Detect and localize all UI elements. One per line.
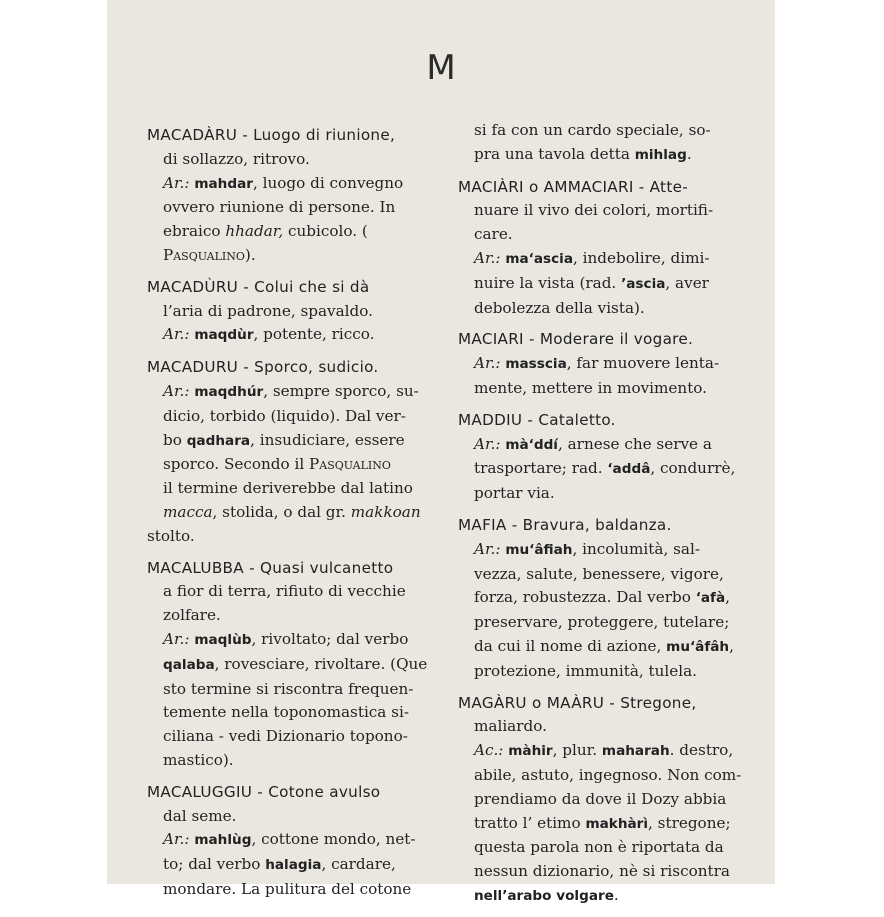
etymology-line: Ar.: maqlùb, rivoltato; dal verbo (163, 629, 409, 648)
text-line: debolezza della vista). (474, 298, 645, 317)
headword: MACALUGGIU - Cotone avulso (147, 782, 381, 801)
arabic-word: masscia (505, 356, 567, 373)
arabic-word: mahdar (194, 175, 253, 192)
text-line: preservare, proteggere, tutelare; (474, 613, 730, 632)
text-line: dicio, torbido (liquido). Dal ver- (163, 406, 406, 425)
abbrev-label: Ar.: (163, 173, 190, 192)
text-line: prendiamo da dove il Dozy abbia (474, 789, 727, 808)
definition-line: care. (474, 225, 513, 244)
entry-maddiu (458, 409, 754, 506)
arabic-word: ’ascia (621, 275, 666, 292)
definition-line: nuare il vivo dei colori, mortifi- (474, 201, 714, 220)
arabic-word: makhàrì (585, 815, 649, 832)
etymology-line: Ar.: mahdar, luogo di convegno (163, 173, 404, 192)
text-line: pra una tavola detta mihlag. (474, 144, 692, 163)
arabic-word: maqdhúr (194, 383, 264, 400)
headword: MACALUBBA - Quasi vulcanetto (147, 558, 394, 577)
arabic-word: qalaba (163, 656, 215, 673)
arabic-word: mahlùg (194, 832, 252, 849)
etymology-line: Ar.: maqdhúr, sempre sporco, su- (163, 381, 419, 400)
text-line: nessun dizionario, nè si riscontra (474, 862, 730, 881)
left-column (147, 124, 443, 910)
text-line: nell’arabo volgare. (474, 885, 619, 904)
definition-line: a fior di terra, rifiuto di vecchie (163, 582, 406, 601)
etymology-line: Ar.: ma‘ascia, indebolire, dimi- (474, 248, 710, 267)
author-name: Pasqualino (309, 455, 391, 474)
entry-macalubba (147, 557, 443, 773)
text-line: temente nella toponomastica si- (163, 703, 409, 722)
text-line: il termine deriverebbe dal latino (163, 479, 413, 498)
text-line: sto termine si riscontra frequen- (163, 679, 414, 698)
text-line: ebraico hhadar, cubicolo. ( (163, 222, 368, 241)
text-line: forza, robustezza. Dal verbo ‘afà, (474, 588, 730, 607)
entry-maciari-1 (458, 176, 754, 321)
headword: MAGÀRU o MAÀRU - Stregone, (458, 693, 697, 712)
right-column (458, 119, 754, 917)
text-line: ovvero riunione di persone. In (163, 198, 396, 217)
headword: MACADÀRU - Luogo di riunione, (147, 126, 396, 144)
text-line: Pasqualino). (163, 245, 256, 264)
definition-line: di sollazzo, ritrovo. (163, 149, 310, 168)
etymology-line: Ac.: màhir, plur. maharah. destro, (474, 741, 734, 760)
arabic-word: ma‘ascia (505, 250, 574, 267)
text-line: da cui il nome di azione, mu‘âfâh, (474, 636, 734, 655)
text-line: mente, mettere in movimento. (474, 378, 708, 397)
text-line: mondare. La pulitura del cotone (163, 879, 412, 898)
etymology-line: Ar.: mahlùg, cottone mondo, net- (163, 830, 416, 849)
text-line: mastico). (163, 750, 234, 769)
arabic-word: nell’arabo volgare (474, 887, 614, 904)
entry-macaluggiu (147, 781, 443, 902)
etymology-line: Ar.: mu‘âfiah, incolumità, sal- (474, 539, 700, 558)
text-line: bo qadhara, insudiciare, essere (163, 430, 405, 449)
definition-line: zolfare. (163, 606, 221, 625)
etymology-line: Ar.: mà‘ddí, arnese che serve a (474, 434, 712, 453)
headword: MACADÙRU - Colui che si dà (147, 277, 370, 296)
entry-mafia (458, 514, 754, 684)
arabic-word: maharah (601, 743, 670, 760)
etymology-line: Ar.: maqdùr, potente, ricco. (163, 325, 375, 344)
arabic-word: maqdùr (194, 327, 254, 344)
entry-macadaru (147, 124, 443, 268)
text-line: trasportare; rad. ‘addâ, condurrè, (474, 459, 736, 478)
section-letter: M (426, 48, 456, 88)
definition-line: l’aria di padrone, spavaldo. (163, 301, 373, 320)
headword: MACIÀRI o AMMACIARI - Atte- (458, 177, 688, 196)
definition-line: maliardo. (474, 717, 547, 736)
arabic-word: mihlag (634, 146, 687, 163)
text-line: abile, astuto, ingegnoso. Non com- (474, 765, 742, 784)
arabic-word: ‘afà (695, 590, 726, 607)
text-line: sporco. Secondo il Pasqualino (163, 455, 391, 474)
arabic-word: halagia (265, 857, 322, 874)
text-line: vezza, salute, benessere, vigore, (474, 564, 724, 583)
arabic-word: màhir (508, 743, 553, 760)
headword: MADDIU - Cataletto. (458, 410, 616, 429)
etymology-line: Ar.: masscia, far muovere lenta- (474, 354, 720, 373)
arabic-word: mu‘âfâh (666, 638, 730, 655)
text-line: ciliana - vedi Dizionario topono- (163, 727, 408, 746)
entry-magaru (458, 692, 754, 909)
entry-macaduru-1 (147, 276, 443, 348)
text-line: macca, stolida, o dal gr. makkoan (163, 502, 421, 521)
text-line: tratto l’ etimo makhàrì, stregone; (474, 813, 731, 832)
text-line: protezione, immunità, tulela. (474, 661, 698, 680)
entry-maciari-2 (458, 328, 754, 400)
text-line: stolto. (147, 526, 195, 545)
headword: MACADURU - Sporco, sudicio. (147, 358, 379, 377)
definition-line: dal seme. (163, 806, 237, 825)
author-name: Pasqualino (163, 245, 245, 264)
text-line: si fa con un cardo speciale, so- (474, 121, 711, 139)
arabic-word: maqlùb (194, 631, 252, 648)
arabic-word: ‘addâ (607, 461, 651, 478)
arabic-word: qadhara (186, 432, 251, 449)
text-line: qalaba, rovesciare, rivoltare. (Que (163, 654, 428, 673)
text-line: portar via. (474, 484, 555, 503)
text-line: questa parola non è riportata da (474, 838, 724, 857)
headword: MAFIA - Bravura, baldanza. (458, 515, 672, 534)
text-line: to; dal verbo halagia, cardare, (163, 855, 396, 874)
arabic-word: mu‘âfiah (505, 541, 573, 558)
headword: MACIARI - Moderare il vogare. (458, 330, 694, 349)
arabic-word: mà‘ddí (505, 436, 558, 453)
entry-macaluggiu-continued (458, 119, 754, 168)
text-line: nuire la vista (rad. ’ascia, aver (474, 273, 709, 292)
dictionary-page (107, 0, 775, 904)
entry-macaduru-2 (147, 356, 443, 548)
